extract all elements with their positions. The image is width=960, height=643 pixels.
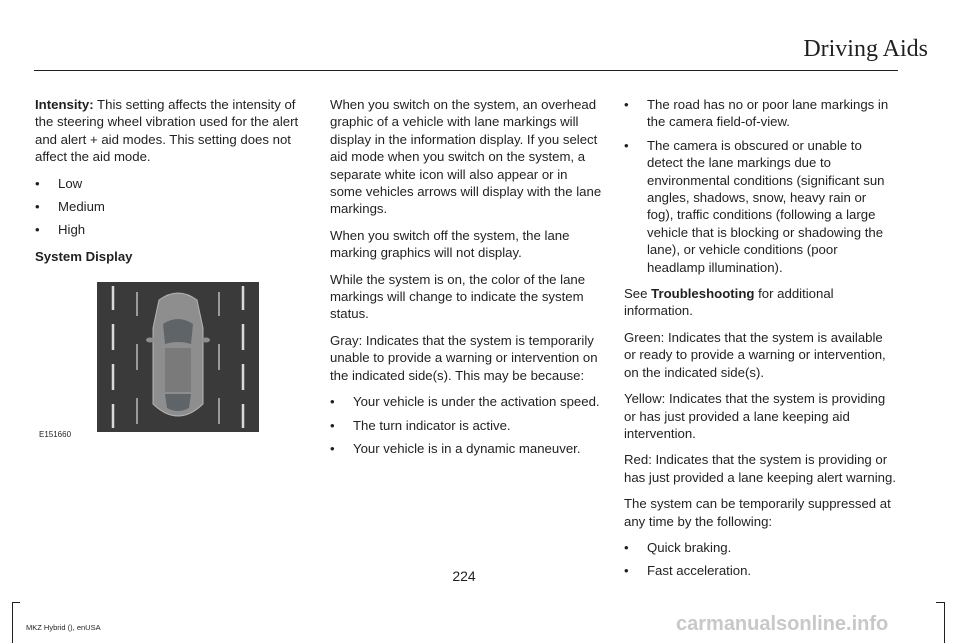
system-display-heading: System Display [35, 248, 133, 264]
paragraph: Gray: Indicates that the system is temporarily unable to provide a warning or intervention on the indicated side(s). This may be because: [330, 332, 598, 383]
overhead-car-icon [97, 282, 259, 432]
paragraph: When you switch on the system, an overhead graphic of a vehicle with lane markings will display in the information display. If you select aid mode when you switch on the system, a separate white icon will also appear or in some vehicles arrows will display with the lane markings. [330, 97, 602, 217]
troubleshooting-link[interactable]: Troubleshooting [651, 286, 755, 302]
column-1 [35, 96, 307, 444]
system-display-figure [35, 274, 307, 444]
page-header-title: Driving Aids [803, 36, 928, 62]
see-prefix: See [624, 286, 652, 302]
figure-code: E151660 [39, 430, 72, 440]
paragraph: While the system is on, the color of the lane markings will change to indicate the system status. [330, 271, 586, 322]
gray-reasons-list [330, 393, 602, 457]
paragraph: Green: Indicates that the system is available or ready to provide a warning or intervention, on the indicated side(s). [624, 329, 886, 380]
list-item: • Quick braking. [624, 539, 896, 556]
column-2 [330, 96, 602, 466]
crop-mark [944, 602, 945, 643]
intensity-text: This setting affects the intensity of the steering wheel vibration used for the alert and alert + aid modes. This setting does not affect the aid mode. [35, 97, 299, 165]
list-item: • Medium [35, 198, 307, 215]
see-troubleshooting-paragraph [624, 285, 896, 320]
intensity-label: Intensity: [35, 97, 94, 112]
list-item: • Your vehicle is under the activation speed. [330, 393, 602, 410]
paragraph: Red: Indicates that the system is providing or has just provided a lane keeping alert warning. [624, 452, 896, 485]
crop-mark [12, 602, 13, 643]
page-number: 224 [452, 568, 476, 584]
list-item: • The camera is obscured or unable to detect the lane markings due to environmental conditions (significant sun angles, shadows, snow, heavy rain or fog), traffic conditions (following a large vehicle that is blocking or shadowing the lane), or vehicle conditions (poor headlamp illumination). [624, 137, 896, 276]
paragraph: When you switch off the system, the lane marking graphics will not display. [330, 227, 570, 261]
crop-mark [12, 602, 20, 603]
see-suffix: for additional information. [624, 286, 834, 319]
column-3 [624, 96, 896, 589]
document-id: MKZ Hybrid (), enUSA [26, 623, 101, 632]
list-item: • The road has no or poor lane markings in the camera field-of-view. [624, 96, 896, 131]
list-item: • High [35, 221, 307, 238]
header-rule [34, 70, 898, 71]
lane-display-illustration [97, 282, 259, 432]
crop-mark [936, 602, 944, 603]
list-item: • Low [35, 175, 307, 192]
paragraph: The system can be temporarily suppressed at any time by the following: [624, 496, 891, 529]
intensity-paragraph [35, 96, 307, 166]
watermark: carmanualsonline.info [676, 613, 889, 635]
list-item: • The turn indicator is active. [330, 417, 602, 434]
intensity-levels-list [35, 175, 307, 239]
gray-reasons-continued-list [624, 96, 896, 276]
list-item: • Fast acceleration. [624, 562, 896, 579]
paragraph: Yellow: Indicates that the system is providing or has just provided a lane keeping aid intervention. [624, 391, 886, 441]
list-item: • Your vehicle is in a dynamic maneuver. [330, 440, 602, 457]
